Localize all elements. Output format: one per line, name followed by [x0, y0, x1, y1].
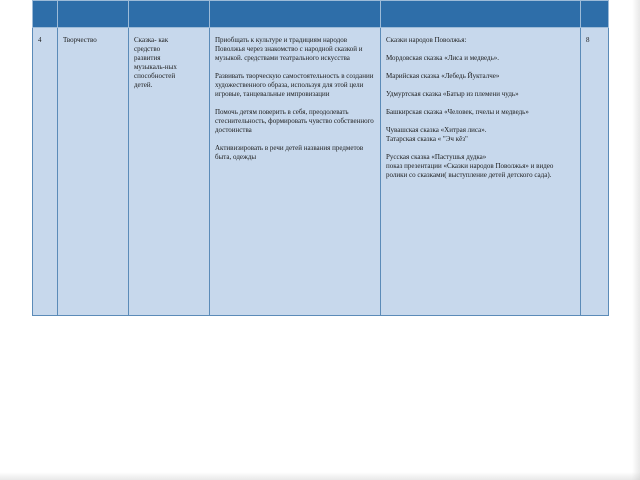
header-cell — [381, 1, 581, 28]
row-number-cell — [33, 28, 58, 316]
topic-line: средство — [134, 45, 161, 53]
material-paragraph: Удмуртская сказка «Батыр из племени чудь» — [386, 90, 519, 98]
materials-cell — [381, 28, 581, 316]
header-cell — [129, 1, 210, 28]
header-cell — [33, 1, 58, 28]
table-row — [33, 28, 609, 316]
row-number: 4 — [38, 36, 42, 44]
topic-line: развития — [134, 54, 161, 62]
topic-line: способностей — [134, 72, 176, 80]
header-cell — [210, 1, 381, 28]
direction-cell — [58, 28, 129, 316]
topic-line: Сказка- как — [134, 36, 169, 44]
header-cell — [58, 1, 129, 28]
material-paragraph: Русская сказка «Пастушья дудка» показ презентации «Сказки народов Поволжья» и видео ролики со сказками( выступление детей детского сада). — [386, 153, 554, 179]
hours-value: 8 — [586, 36, 590, 44]
direction-text: Творчество — [63, 36, 97, 44]
topic-cell — [129, 28, 210, 316]
goal-paragraph: Активизировать в речи детей названия предметов быта, одежды — [215, 144, 364, 161]
topic-line: музыкаль-ных — [134, 63, 177, 71]
goals-cell — [210, 28, 381, 316]
material-paragraph: Чувашская сказка «Хитрая лиса». Татарская сказка « "Эч кĕз" — [386, 126, 487, 143]
table-header-row — [33, 1, 609, 28]
hours-cell — [581, 28, 609, 316]
material-paragraph: Мордовская сказка «Лиса и медведь». — [386, 54, 500, 62]
goal-paragraph: Развивать творческую самостоятельность в создании художественного образа, используя для этой цели игровые, танцевальные импровизации — [215, 72, 374, 98]
material-paragraph: Сказки народов Поволжья: — [386, 36, 467, 44]
header-cell — [581, 1, 609, 28]
goal-paragraph: Помочь детям поверить в себя, преодолевать стеснительность, формировать чувство собственного достоинства — [215, 108, 374, 134]
slide-edge-shadow — [0, 472, 640, 480]
goal-paragraph: Приобщать к культуре и традициям народов Поволжья через знакомство с народной сказкой и музыкой. средствами театрального искусства — [215, 36, 363, 62]
slide-edge-shadow — [632, 0, 640, 480]
material-paragraph: Башкирская сказка «Человек, пчелы и медведь» — [386, 108, 529, 116]
topic-line: детей. — [134, 81, 153, 89]
program-table — [32, 0, 609, 316]
material-paragraph: Марийская сказка «Лебедь Йукталче» — [386, 72, 500, 80]
